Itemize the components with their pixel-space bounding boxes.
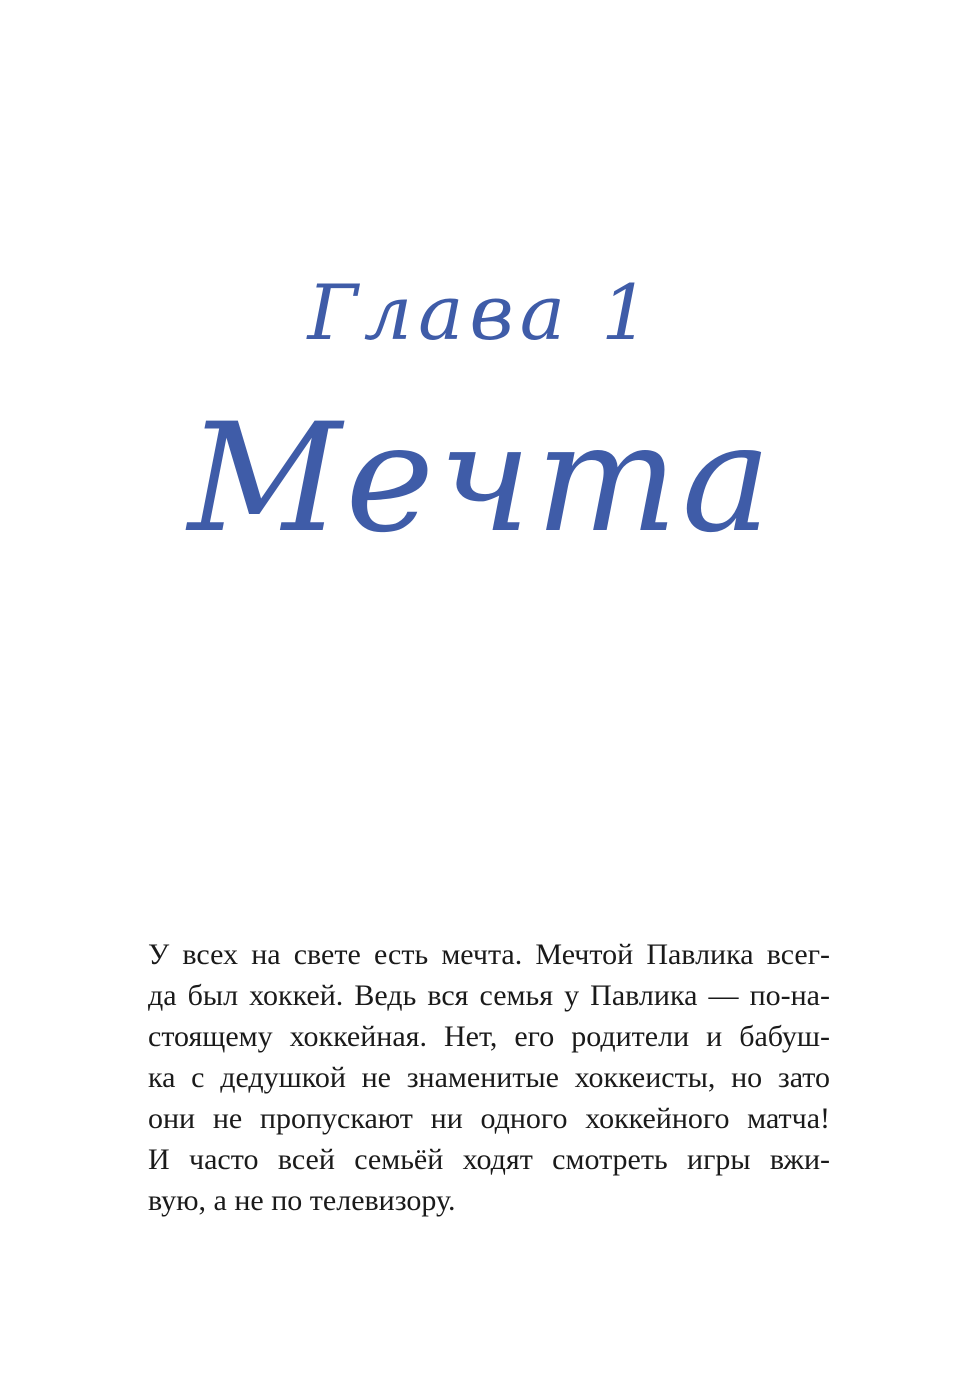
text-line: вую, а не по телевизору.	[148, 1184, 456, 1217]
text-line: И часто всей семьёй ходят смотреть игры вжи-	[148, 1143, 830, 1176]
body-paragraph	[148, 934, 830, 1221]
chapter-title: Мечта	[187, 392, 776, 566]
text-line: стоящему хоккейная. Нет, его родители и бабуш-	[148, 1020, 830, 1053]
text-line: да был хоккей. Ведь вся семья у Павлика — по-на-	[148, 979, 830, 1012]
text-line: они не пропускают ни одного хоккейного матча!	[148, 1102, 830, 1135]
text-line: У всех на свете есть мечта. Мечтой Павлика всег-	[148, 938, 830, 971]
text-line: ка с дедушкой не знаменитые хоккеисты, но зато	[148, 1061, 830, 1094]
chapter-number-heading: Глава 1	[307, 268, 656, 357]
